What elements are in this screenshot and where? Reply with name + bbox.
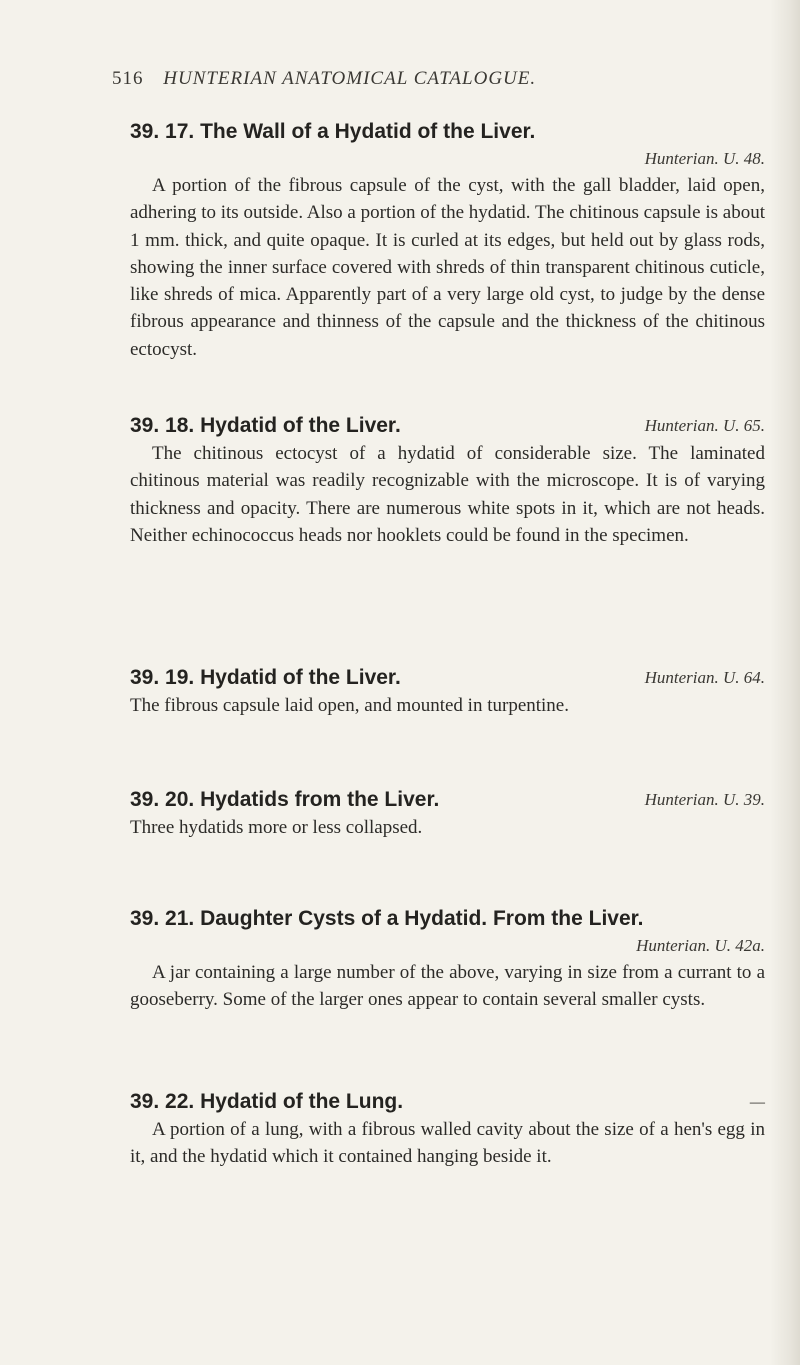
- entry-title: Hydatid of the Liver.: [200, 666, 401, 689]
- entry-39-21: [130, 905, 765, 1014]
- entry-number: 39. 18.: [130, 414, 195, 437]
- entry-39-18: [130, 412, 765, 549]
- entry-description: Three hydatids more or less collapsed.: [130, 817, 423, 838]
- entry-heading: [130, 905, 765, 933]
- entry-description: The chitinous ectocyst of a hydatid of considerable size. The laminated chitinous material was readily recognizable with the microscope. It is of varying thickness and opacity. There are numerous white spots in it, which are not heads. Neither echinococcus heads nor hooklets could be found in the specimen.: [130, 443, 765, 546]
- entry-heading: [130, 1088, 765, 1116]
- entry-title: The Wall of a Hydatid of the Liver.: [200, 120, 536, 143]
- entry-heading: [130, 664, 765, 692]
- entry-source: Hunterian. U. 48.: [644, 149, 765, 168]
- entry-source: Hunterian. U. 39.: [644, 790, 765, 809]
- entry-source: —: [749, 1092, 765, 1111]
- entry-number: 39. 21.: [130, 907, 195, 930]
- entry-description: A portion of a lung, with a fibrous walled cavity about the size of a hen's egg in it, and the hydatid which it contained hanging beside it.: [130, 1119, 765, 1168]
- entry-title: Hydatid of the Lung.: [200, 1090, 404, 1113]
- running-head: [112, 68, 536, 90]
- entry-description: The fibrous capsule laid open, and mounted in turpentine.: [130, 695, 569, 716]
- entry-heading: [130, 786, 765, 814]
- entry-title: Daughter Cysts of a Hydatid. From the Liver.: [200, 907, 644, 930]
- running-title: HUNTERIAN ANATOMICAL CATALOGUE.: [163, 68, 537, 89]
- entry-number: 39. 19.: [130, 666, 195, 689]
- entry-source: Hunterian. U. 64.: [644, 668, 765, 687]
- entry-number: 39. 20.: [130, 788, 195, 811]
- entry-source: Hunterian. U. 42a.: [636, 936, 765, 955]
- entry-heading: [130, 118, 765, 146]
- entry-description: A jar containing a large number of the above, varying in size from a currant to a gooseberry. Some of the larger ones appear to contain several smaller cysts.: [130, 962, 765, 1011]
- entry-number: 39. 22.: [130, 1090, 195, 1113]
- entry-heading: [130, 412, 765, 440]
- page-number: 516: [112, 68, 144, 89]
- entry-title: Hydatid of the Liver.: [200, 414, 401, 437]
- entry-number: 39. 17.: [130, 120, 195, 143]
- entry-source: Hunterian. U. 65.: [644, 416, 765, 435]
- entry-39-22: [130, 1088, 765, 1171]
- entry-39-20: [130, 786, 765, 841]
- entry-title: Hydatids from the Liver.: [200, 788, 440, 811]
- entry-39-17: [130, 118, 765, 363]
- entry-description: A portion of the fibrous capsule of the cyst, with the gall bladder, laid open, adhering to its outside. Also a portion of the hydatid. The chitinous capsule is about 1 mm. thick, and quite opaque. It is curled at its edges, but held out by glass rods, showing the inner surface covered with shreds of thin transparent chitinous cuticle, like shreds of mica. Apparently part of a very large old cyst, to judge by the dense fibrous appearance and thinness of the capsule and the thickness of the chitinous ectocyst.: [130, 175, 765, 360]
- entry-39-19: [130, 664, 765, 719]
